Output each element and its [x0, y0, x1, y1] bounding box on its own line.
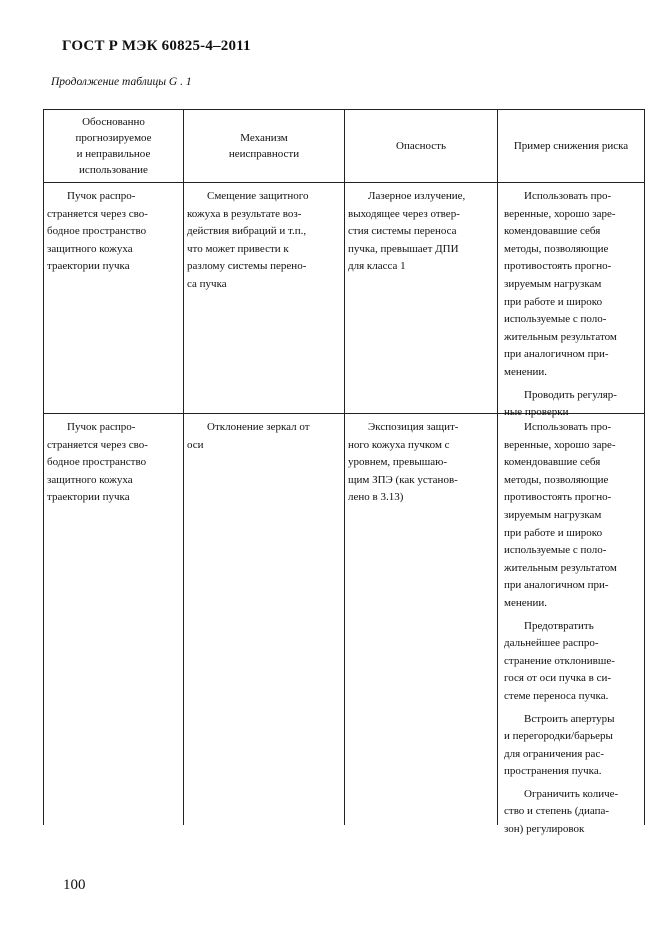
cell-misuse: Пучок распро- страняется через сво- бодное пространство защитного кожуха траектории пучка	[43, 183, 183, 413]
mitigation-paragraph: Ограничить количе- ство и степень (диапа- зон) регулировок	[504, 787, 619, 836]
cell-risk-reduction	[497, 183, 645, 419]
mitigation-paragraph: Использовать про- веренные, хорошо заре- комендовавшие себя методы, позволяющие противостоять прогно- зируемым нагрузкам при работе и широко используемые с поло- жительным результатом при аналогичном при- менении.	[504, 190, 617, 378]
cell-hazard: Экспозиция защит- ного кожуха пучком с уровнем, превышаю- щим ЗПЭ (как установ- лено в 3.13)	[344, 414, 497, 825]
table-row	[43, 183, 645, 419]
mitigation-paragraph: Проводить регуляр- ные проверки	[504, 388, 617, 419]
hazard-table	[43, 109, 645, 836]
mitigation-paragraph: Использовать про- веренные, хорошо заре- комендовавшие себя методы, позволяющие противостоять прогно- зируемым нагрузкам при работе и широко используемые с поло- жительным результатом при аналогичном при- менении.	[504, 421, 617, 609]
table-caption: Продолжение таблицы G . 1	[51, 76, 192, 88]
cell-misuse: Пучок распро- страняется через сво- бодное пространство защитного кожуха траектории пучка	[43, 414, 183, 825]
header-misuse: Обоснованно прогнозируемое и неправильное использование	[43, 110, 183, 182]
cell-mechanism: Отклонение зеркал от оси	[183, 414, 344, 825]
table-header-row	[43, 110, 645, 183]
table-row	[43, 414, 645, 836]
cell-hazard: Лазерное излучение, выходящее через отвер- стия системы переноса пучка, превышает ДПИ для класса 1	[344, 183, 497, 413]
page-number: 100	[63, 877, 86, 893]
mitigation-paragraph: Встроить апертуры и перегородки/барьеры для ограничения рас- пространения пучка.	[504, 712, 615, 778]
document-title: ГОСТ Р МЭК 60825-4–2011	[62, 38, 251, 54]
header-risk-reduction: Пример снижения риска	[497, 110, 645, 182]
cell-mechanism: Смещение защитного кожуха в результате воз- действия вибраций и т.п., что может привести к разлому системы перено- са пучка	[183, 183, 344, 413]
header-mechanism: Механизм неисправности	[183, 110, 344, 182]
mitigation-paragraph: Предотвратить дальнейшее распро- странение отклонивше- гося от оси пучка в си- стеме переноса пучка.	[504, 619, 615, 702]
header-hazard: Опасность	[344, 110, 497, 182]
cell-risk-reduction	[497, 414, 645, 836]
